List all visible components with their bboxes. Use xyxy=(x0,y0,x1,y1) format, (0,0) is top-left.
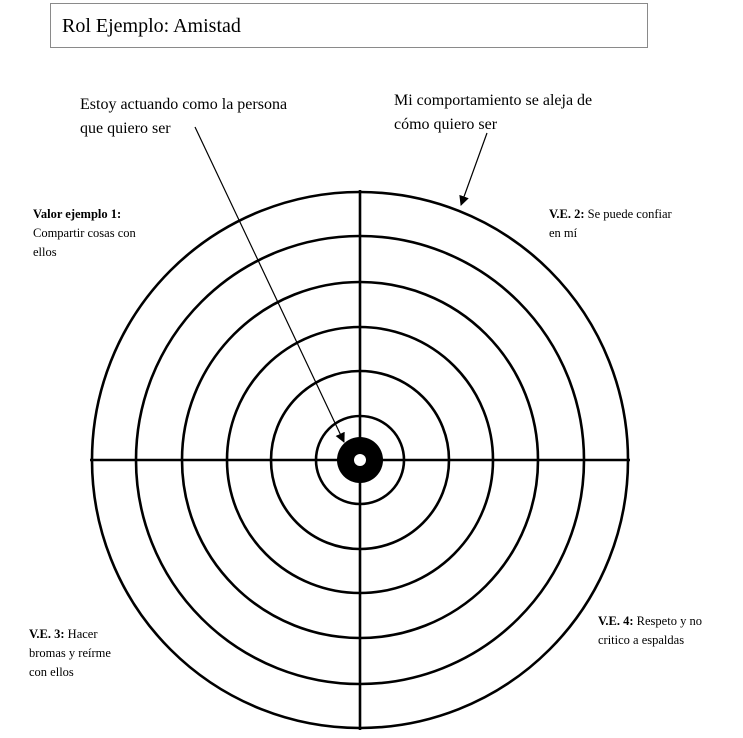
bullseye-center xyxy=(354,454,366,466)
value-label-2 xyxy=(549,205,672,243)
value-3-bold: V.E. 3: xyxy=(29,627,65,641)
value-4-bold: V.E. 4: xyxy=(598,614,634,628)
value-3-line2: bromas y reírme xyxy=(29,646,111,660)
value-2-line2: en mí xyxy=(549,226,578,240)
center-annotation-line1: Estoy actuando como la persona xyxy=(80,96,288,113)
value-2-bold: V.E. 2: xyxy=(549,207,585,221)
value-label-1 xyxy=(33,205,136,262)
value-label-3 xyxy=(29,625,111,682)
value-label-4 xyxy=(598,612,702,650)
value-2-line1: Se puede confiar xyxy=(584,207,672,221)
outer-annotation-line1: Mi comportamiento se aleja de xyxy=(394,92,593,109)
center-arrow xyxy=(195,127,344,442)
value-4-line1: Respeto y no xyxy=(633,614,702,628)
outer-arrow xyxy=(461,133,487,205)
page-title: Rol Ejemplo: Amistad xyxy=(62,15,241,37)
center-annotation-line2: que quiero ser xyxy=(80,120,171,137)
value-3-line3: con ellos xyxy=(29,665,74,679)
value-1-line1: Compartir cosas con xyxy=(33,226,136,240)
value-1-bold: Valor ejemplo 1: xyxy=(33,207,122,221)
value-4-line2: critico a espaldas xyxy=(598,633,685,647)
value-3-line1: Hacer xyxy=(64,627,98,641)
outer-annotation-line2: cómo quiero ser xyxy=(394,116,498,133)
value-1-line2: ellos xyxy=(33,245,57,259)
